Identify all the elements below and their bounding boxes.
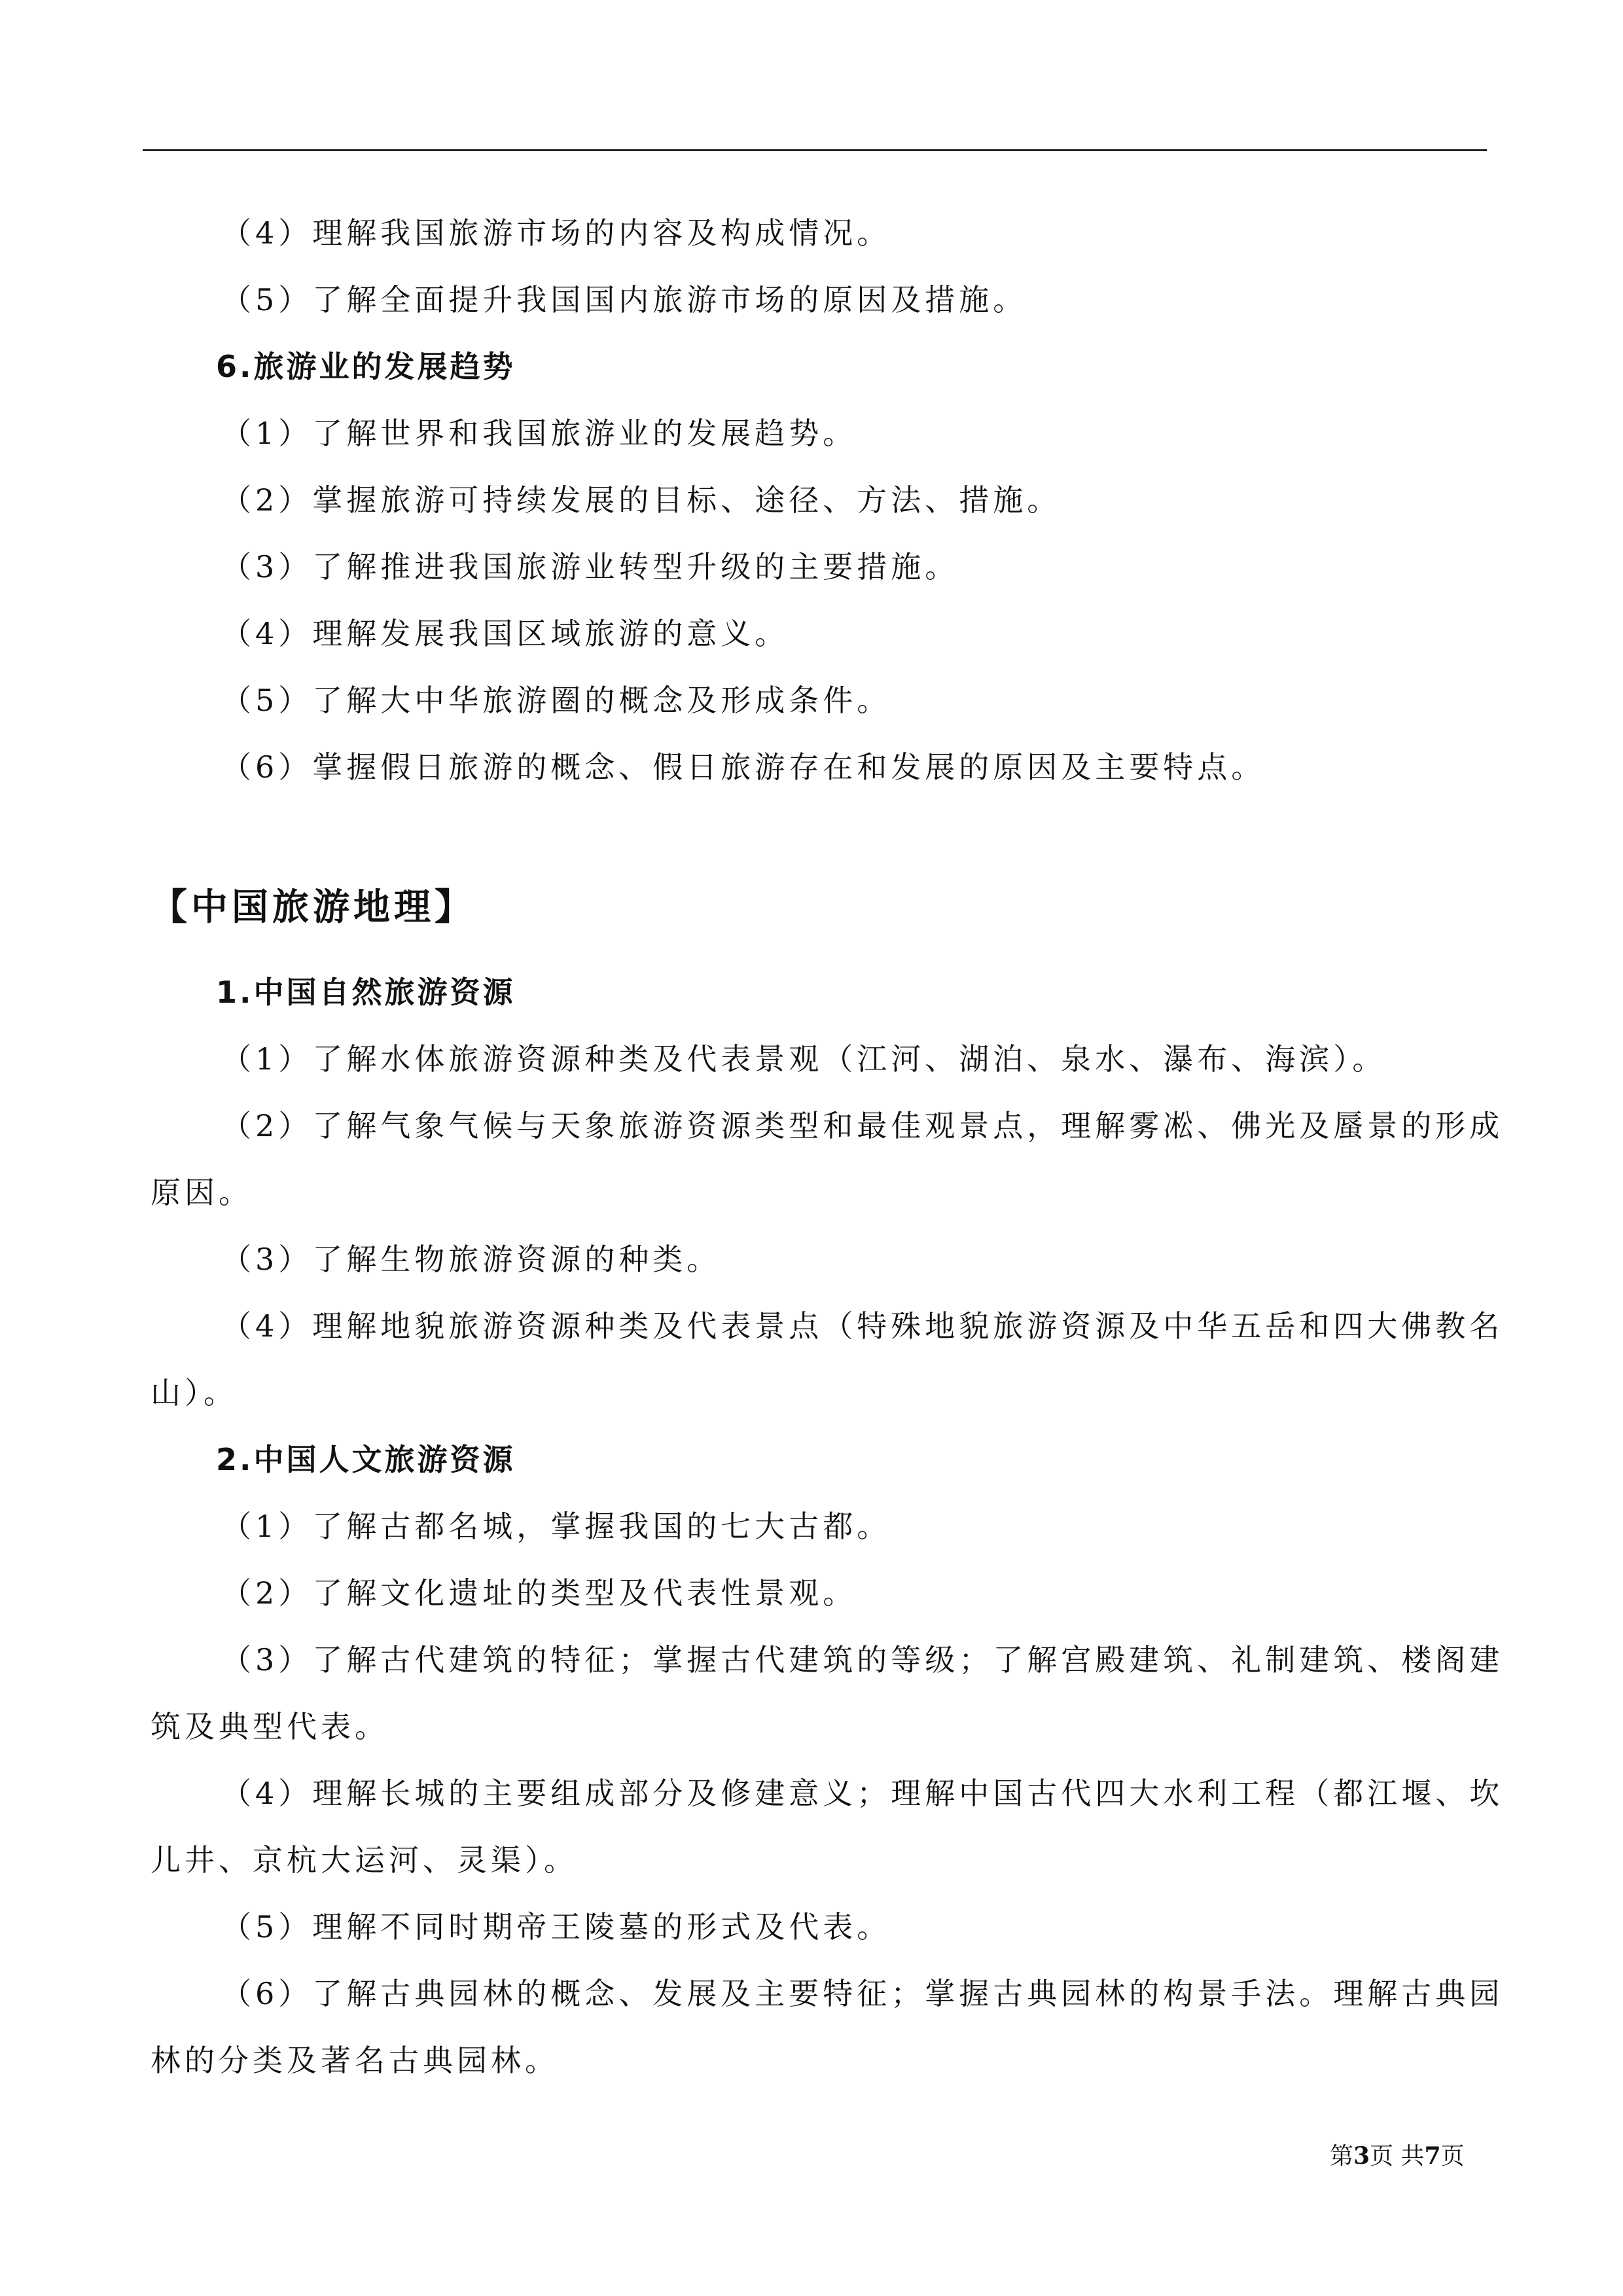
list-item: （6）掌握假日旅游的概念、假日旅游存在和发展的原因及主要特点。 [221, 749, 1266, 785]
list-item: （1）了解世界和我国旅游业的发展趋势。 [221, 416, 857, 451]
list-item: （2）了解文化遗址的类型及代表性景观。 [221, 1575, 857, 1611]
list-item: （4）理解我国旅游市场的内容及构成情况。 [221, 215, 891, 251]
subheading-1: 1.中国自然旅游资源 [216, 975, 516, 1010]
list-item: （4）理解地貌旅游资源种类及代表景点（特殊地貌旅游资源及中华五岳和四大佛教名 [221, 1308, 1504, 1344]
current-page-number: 3 [1353, 2142, 1370, 2170]
list-item: （1）了解水体旅游资源种类及代表景观（江河、湖泊、泉水、瀑布、海滨）。 [221, 1041, 1387, 1077]
page-footer [1330, 2140, 1465, 2172]
subheading-2: 2.中国人文旅游资源 [216, 1442, 516, 1477]
header-rule [143, 149, 1487, 151]
list-item: （6）了解古典园林的概念、发展及主要特征；掌握古典园林的构景手法。理解古典园 [221, 1976, 1504, 2011]
list-item: （5）了解大中华旅游圈的概念及形成条件。 [221, 683, 891, 718]
section-title: 【中国旅游地理】 [151, 886, 475, 929]
list-item-continuation: 原因。 [151, 1175, 253, 1210]
list-item: （2）掌握旅游可持续发展的目标、途径、方法、措施。 [221, 482, 1061, 518]
list-item-continuation: 儿井、京杭大运河、灵渠）。 [151, 1842, 578, 1878]
total-page-number: 7 [1424, 2142, 1441, 2170]
list-item: （3）了解推进我国旅游业转型升级的主要措施。 [221, 549, 959, 584]
list-item-continuation: 筑及典型代表。 [151, 1709, 389, 1744]
list-item: （4）理解长城的主要组成部分及修建意义；理解中国古代四大水利工程（都江堰、坎 [221, 1776, 1504, 1811]
list-item: （1）了解古都名城，掌握我国的七大古都。 [221, 1509, 891, 1544]
list-item-continuation: 林的分类及著名古典园林。 [151, 2043, 559, 2078]
list-item: （4）理解发展我国区域旅游的意义。 [221, 616, 789, 651]
footer-prefix: 第 [1330, 2143, 1354, 2170]
list-item: （3）了解古代建筑的特征；掌握古代建筑的等级；了解宫殿建筑、礼制建筑、楼阁建 [221, 1642, 1504, 1677]
list-item: （5）了解全面提升我国国内旅游市场的原因及措施。 [221, 282, 1027, 317]
subheading-6: 6.旅游业的发展趋势 [216, 349, 516, 384]
list-item-continuation: 山）。 [151, 1375, 238, 1410]
list-item: （3）了解生物旅游资源的种类。 [221, 1242, 721, 1277]
list-item: （5）理解不同时期帝王陵墓的形式及代表。 [221, 1909, 891, 1945]
footer-middle: 页 共 [1370, 2143, 1425, 2170]
list-item: （2）了解气象气候与天象旅游资源类型和最佳观景点，理解雾凇、佛光及蜃景的形成 [221, 1108, 1504, 1143]
footer-suffix: 页 [1440, 2143, 1465, 2170]
